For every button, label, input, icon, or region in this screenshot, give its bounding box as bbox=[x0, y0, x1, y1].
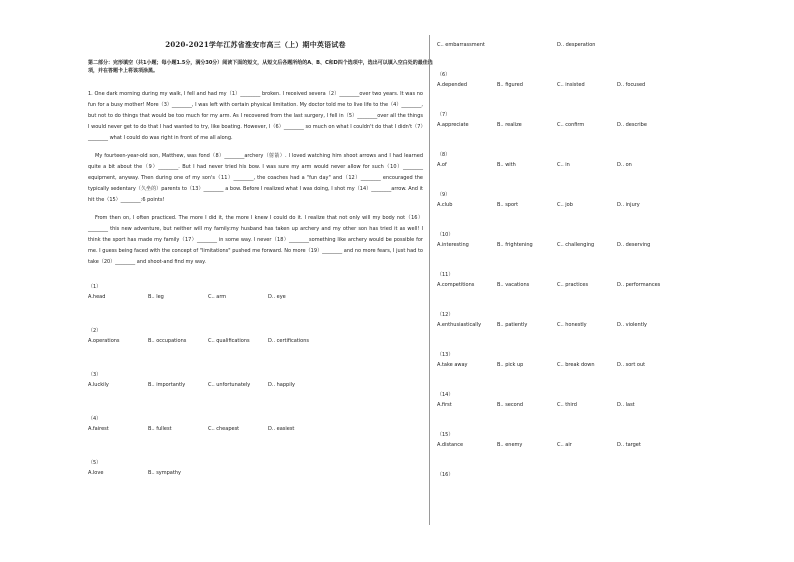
option-c[interactable]: C.. arm bbox=[208, 294, 227, 300]
option-b[interactable]: B.. with bbox=[497, 162, 516, 168]
option-d[interactable]: D.. focused bbox=[617, 82, 646, 88]
passage-paragraph-1: 1. One dark morning during my walk, I fell and had my（1）________ broken. I received severa（2）________over two years. It was no fun for a busy mother! More（3）________, I was left with certain physical limitation. My doctor told me to live life to the（4）________, but not to do things that would be too much for my arm. As I recovered from the last surgery, I fell in（5）________over all the things I would never get to do that I had wanted to try, like boating. However, I（6）________ so much on what I couldn't do that I didn't（7）________ what I could do was right in front of me all along. bbox=[88, 91, 423, 141]
option-row bbox=[437, 40, 707, 50]
question-9 bbox=[437, 190, 707, 210]
option-a[interactable]: A.of bbox=[437, 162, 447, 168]
question-number: （2） bbox=[88, 328, 102, 334]
option-d[interactable]: D.. eye bbox=[268, 294, 286, 300]
option-row bbox=[437, 160, 707, 170]
option-d[interactable]: D.. certifications bbox=[268, 338, 309, 344]
question-5 bbox=[88, 458, 423, 478]
option-a[interactable]: A.fairest bbox=[88, 426, 109, 432]
option-a[interactable]: A.distance bbox=[437, 442, 464, 448]
option-d[interactable]: D.. sort out bbox=[617, 362, 646, 368]
option-a[interactable]: A.take away bbox=[437, 362, 468, 368]
left-question-list bbox=[88, 282, 423, 478]
option-row bbox=[88, 424, 423, 434]
question-number: （8） bbox=[437, 152, 451, 158]
question-number: （7） bbox=[437, 112, 451, 118]
option-d[interactable]: D.. deserving bbox=[617, 242, 651, 248]
option-a[interactable]: A.head bbox=[88, 294, 106, 300]
option-c[interactable]: C.. third bbox=[557, 402, 577, 408]
option-b[interactable]: B.. fullest bbox=[148, 426, 172, 432]
option-row bbox=[437, 280, 707, 290]
option-d[interactable]: D.. happily bbox=[268, 382, 295, 388]
option-b[interactable]: B.. enemy bbox=[497, 442, 523, 448]
question-14 bbox=[437, 390, 707, 410]
question-15 bbox=[437, 430, 707, 450]
question-4 bbox=[88, 414, 423, 434]
option-a[interactable]: A.enthusiastically bbox=[437, 322, 482, 328]
option-a[interactable]: A.club bbox=[437, 202, 453, 208]
option-c[interactable]: C.. break down bbox=[557, 362, 595, 368]
option-a[interactable]: A.depended bbox=[437, 82, 468, 88]
right-column bbox=[437, 40, 707, 480]
option-row bbox=[437, 80, 707, 90]
question-number: （9） bbox=[437, 192, 451, 198]
option-a[interactable]: A.first bbox=[437, 402, 452, 408]
option-c[interactable]: C.. confirm bbox=[557, 122, 585, 128]
option-c[interactable]: C.. practices bbox=[557, 282, 589, 288]
option-d[interactable]: D.. performances bbox=[617, 282, 661, 288]
option-row bbox=[437, 120, 707, 130]
left-column bbox=[88, 40, 433, 502]
option-c[interactable]: C.. honestly bbox=[557, 322, 587, 328]
option-row bbox=[88, 336, 423, 346]
option-row bbox=[437, 320, 707, 330]
option-d[interactable]: D.. violently bbox=[617, 322, 647, 328]
question-1 bbox=[88, 282, 423, 302]
option-d[interactable]: D.. describe bbox=[617, 122, 647, 128]
option-a[interactable]: A.interesting bbox=[437, 242, 469, 248]
option-c[interactable]: C.. insisted bbox=[557, 82, 585, 88]
section-instructions: 第二部分：完形填空（共1小题；每小题1.5分，满分30分）阅读下面的短文，从短文后各题所给的A、B、C和D四个选项中，选出可以填入空白处的最佳选项，并在答题卡上将该项涂黑。 bbox=[88, 60, 433, 74]
question-number: （16） bbox=[437, 472, 454, 478]
option-a[interactable]: A.operations bbox=[88, 338, 120, 344]
question-number: （12） bbox=[437, 312, 454, 318]
question-number: （14） bbox=[437, 392, 454, 398]
question-16 bbox=[437, 470, 707, 480]
question-10 bbox=[437, 230, 707, 250]
option-row bbox=[437, 400, 707, 410]
question-number: （10） bbox=[437, 232, 454, 238]
passage-paragraph-2: My fourteen-year-old son, Matthew, was fond（8）________archery（射箭）. I loved watching him shoot arrows and I had learned quite a bit about the（9）________. But I had never tried his bow. I was sure my arm would never allow for such（10）________ equipment, anyway. Then during one of my son's（11）________, the coaches had a "fun day" and（12）________ encouraged the typically sedentary（久坐的）parents to（13）________ a bow. Before I realized what I was doing, I shot my（14）________arrow. And it hit the（15）________:6 points! bbox=[88, 153, 423, 203]
question-6 bbox=[437, 70, 707, 90]
question-number: （1） bbox=[88, 284, 102, 290]
option-row bbox=[88, 292, 423, 302]
option-d[interactable]: D.. target bbox=[617, 442, 641, 448]
question-12 bbox=[437, 310, 707, 330]
column-divider bbox=[429, 35, 430, 525]
option-b[interactable]: B.. vacations bbox=[497, 282, 530, 288]
option-b[interactable]: B.. sympathy bbox=[148, 470, 181, 476]
option-c[interactable]: C.. unfortunately bbox=[208, 382, 251, 388]
question-number: （6） bbox=[437, 72, 451, 78]
option-c[interactable]: C.. job bbox=[557, 202, 573, 208]
option-c[interactable]: C.. embarrassment bbox=[437, 42, 485, 48]
option-c[interactable]: C.. air bbox=[557, 442, 572, 448]
option-b[interactable]: B.. pick up bbox=[497, 362, 524, 368]
option-b[interactable]: B.. figured bbox=[497, 82, 523, 88]
option-b[interactable]: B.. patiently bbox=[497, 322, 528, 328]
option-a[interactable]: A.luckily bbox=[88, 382, 109, 388]
option-b[interactable]: B.. sport bbox=[497, 202, 519, 208]
option-b[interactable]: B.. frightening bbox=[497, 242, 533, 248]
question-8 bbox=[437, 150, 707, 170]
option-d[interactable]: D.. on bbox=[617, 162, 632, 168]
option-row bbox=[437, 360, 707, 370]
question-11 bbox=[437, 270, 707, 290]
question-5-continued bbox=[437, 40, 707, 50]
question-number: （4） bbox=[88, 416, 102, 422]
option-b[interactable]: B.. realize bbox=[497, 122, 522, 128]
option-row bbox=[437, 200, 707, 210]
option-b[interactable]: B.. second bbox=[497, 402, 524, 408]
question-number: （11） bbox=[437, 272, 454, 278]
option-c[interactable]: C.. in bbox=[557, 162, 570, 168]
question-number: （15） bbox=[437, 432, 454, 438]
option-row bbox=[437, 440, 707, 450]
question-13 bbox=[437, 350, 707, 370]
question-2 bbox=[88, 326, 423, 346]
question-number: （13） bbox=[437, 352, 454, 358]
question-number: （3） bbox=[88, 372, 102, 378]
exam-title: 2020-2021学年江苏省淮安市高三（上）期中英语试卷 bbox=[165, 40, 346, 49]
option-c[interactable]: C.. challenging bbox=[557, 242, 595, 248]
option-a[interactable]: A.appreciate bbox=[437, 122, 469, 128]
question-number: （5） bbox=[88, 460, 102, 466]
option-b[interactable]: B.. importantly bbox=[148, 382, 186, 388]
option-a[interactable]: A.love bbox=[88, 470, 104, 476]
option-d[interactable]: D.. injury bbox=[617, 202, 640, 208]
option-b[interactable]: B.. leg bbox=[148, 294, 164, 300]
option-a[interactable]: A.competitions bbox=[437, 282, 475, 288]
option-row bbox=[88, 380, 423, 390]
option-c[interactable]: C.. cheapest bbox=[208, 426, 240, 432]
option-d[interactable]: D.. last bbox=[617, 402, 635, 408]
passage-paragraph-3: From then on, I often practiced. The more I did it, the more I knew I could do it. I realize that not only will my body not（16）________ this new adventure, but neither will my family:my husband has taken up archery and my other son has tried it as well! I think the sport has made my family（17）________ in some way. I never（18）________something like archery would be possible for me. I guess being faced with the concept of "limitations" pushed me forward. No more（19）________ and no more fears, I just had to take（20）________ and shoot-and find my way. bbox=[88, 215, 423, 265]
cloze-passage bbox=[88, 89, 423, 268]
option-d[interactable]: D.. desperation bbox=[557, 42, 596, 48]
option-row bbox=[437, 240, 707, 250]
option-b[interactable]: B.. occupations bbox=[148, 338, 187, 344]
option-d[interactable]: D.. easiest bbox=[268, 426, 295, 432]
question-7 bbox=[437, 110, 707, 130]
option-c[interactable]: C.. qualifications bbox=[208, 338, 250, 344]
option-row bbox=[88, 468, 423, 478]
question-3 bbox=[88, 370, 423, 390]
